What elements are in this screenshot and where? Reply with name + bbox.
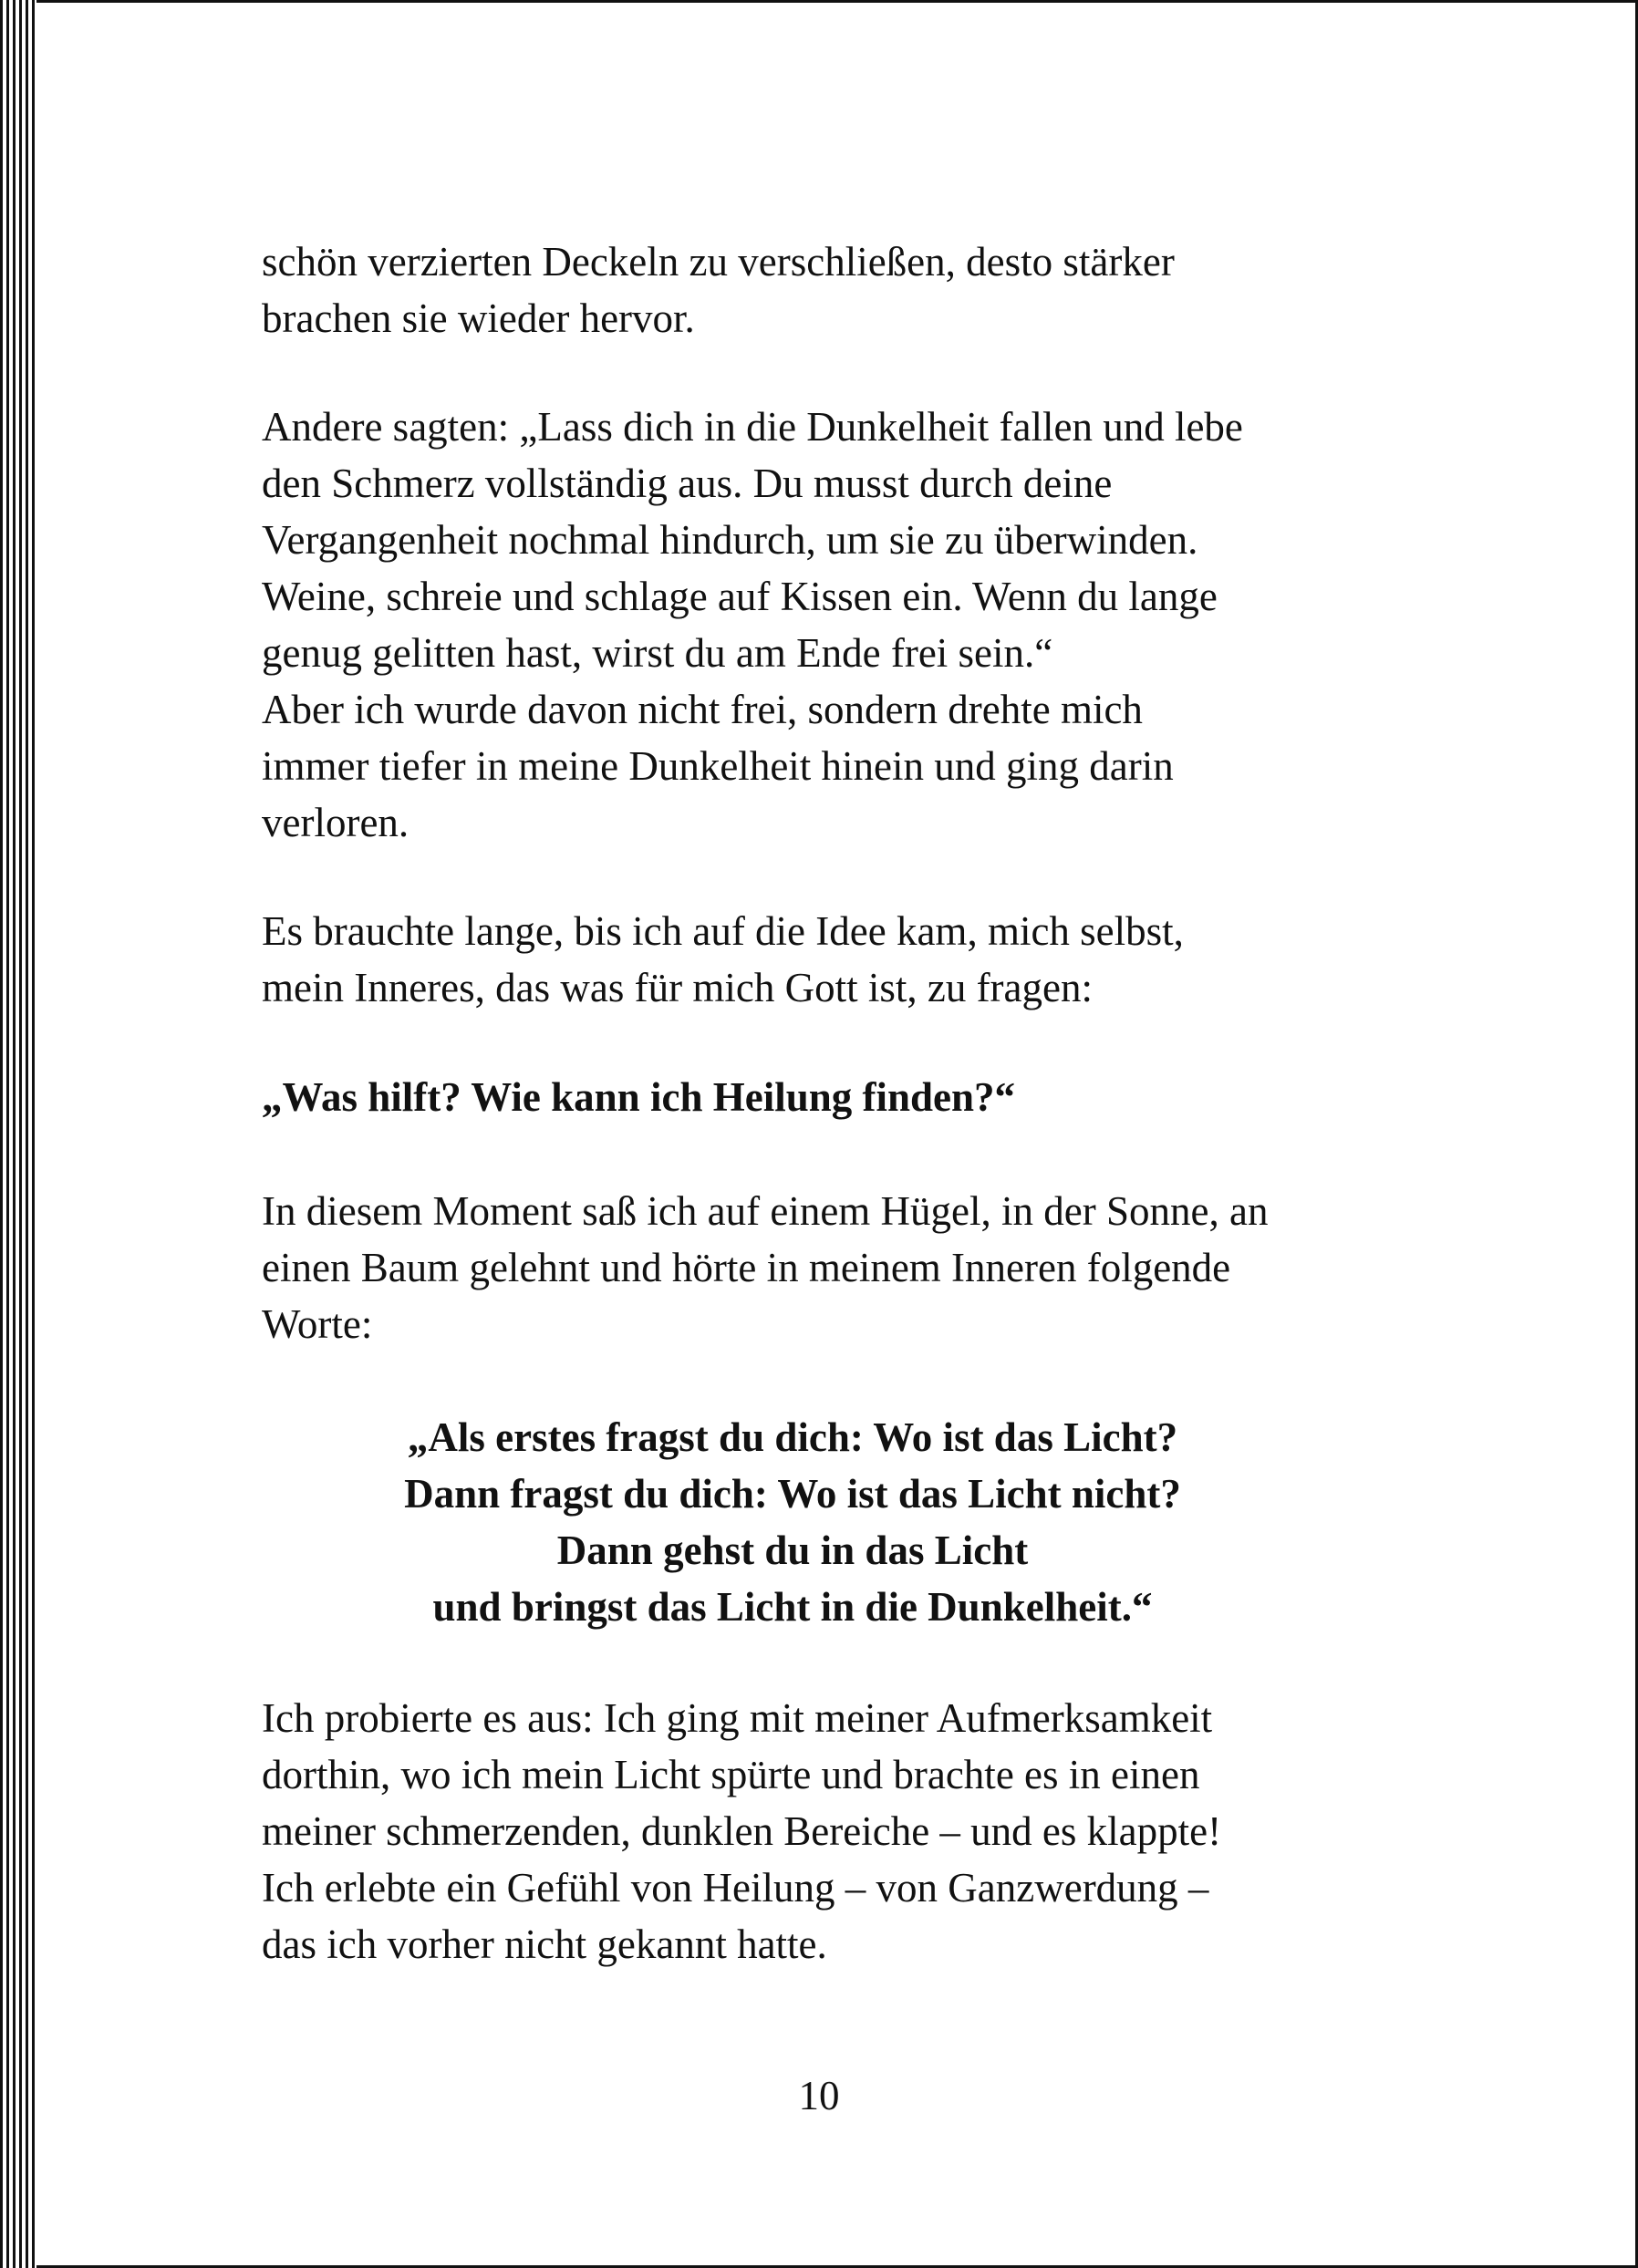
text-line: und bringst das Licht in die Dunkelheit.“ <box>432 1584 1153 1630</box>
paragraph-1 <box>262 233 1323 347</box>
paragraph-4 <box>262 1183 1323 1352</box>
text-line: Worte: <box>262 1301 373 1347</box>
paragraph-5 <box>262 1690 1323 1973</box>
text-line: Ich erlebte ein Gefühl von Heilung – von Ganzwerdung – <box>262 1865 1209 1911</box>
text-line: das ich vorher nicht gekannt hatte. <box>262 1921 827 1967</box>
page-number: 10 <box>798 2073 840 2118</box>
text-line: Aber ich wurde davon nicht frei, sondern drehte mich <box>262 687 1143 732</box>
text-line: „Was hilft? Wie kann ich Heilung finden?“ <box>262 1074 1016 1120</box>
paragraph-2 <box>262 399 1323 851</box>
text-line: meiner schmerzenden, dunklen Bereiche – und es klappte! <box>262 1808 1222 1854</box>
text-line: „Als erstes fragst du dich: Wo ist das Licht? <box>407 1414 1178 1460</box>
quote-block <box>262 1409 1323 1635</box>
text-line: mein Inneres, das was für mich Gott ist, zu fragen: <box>262 965 1093 1010</box>
text-line: genug gelitten hast, wirst du am Ende frei sein.“ <box>262 630 1053 676</box>
text-line: den Schmerz vollständig aus. Du musst durch deine <box>262 461 1113 506</box>
paragraph-3 <box>262 903 1323 1016</box>
text-line: brachen sie wieder hervor. <box>262 295 695 341</box>
text-line: schön verzierten Deckeln zu verschließen, desto stärker <box>262 239 1175 285</box>
text-line: dorthin, wo ich mein Licht spürte und brachte es in einen <box>262 1752 1200 1797</box>
text-line: Dann gehst du in das Licht <box>556 1528 1029 1573</box>
text-line: immer tiefer in meine Dunkelheit hinein und ging darin <box>262 743 1174 789</box>
question-heading <box>262 1069 1323 1125</box>
text-line: verloren. <box>262 800 410 845</box>
text-line: einen Baum gelehnt und hörte in meinem Inneren folgende <box>262 1245 1231 1290</box>
text-line: Vergangenheit nochmal hindurch, um sie zu überwinden. <box>262 517 1198 563</box>
text-line: Andere sagten: „Lass dich in die Dunkelheit fallen und lebe <box>262 404 1243 450</box>
text-line: Ich probierte es aus: Ich ging mit meiner Aufmerksamkeit <box>262 1695 1213 1741</box>
book-spine-lines <box>0 0 36 2268</box>
text-line: In diesem Moment saß ich auf einem Hügel, in der Sonne, an <box>262 1188 1269 1234</box>
text-line: Weine, schreie und schlage auf Kissen ein. Wenn du lange <box>262 574 1218 619</box>
text-line: Es brauchte lange, bis ich auf die Idee kam, mich selbst, <box>262 908 1184 954</box>
text-line: Dann fragst du dich: Wo ist das Licht nicht? <box>404 1471 1181 1517</box>
